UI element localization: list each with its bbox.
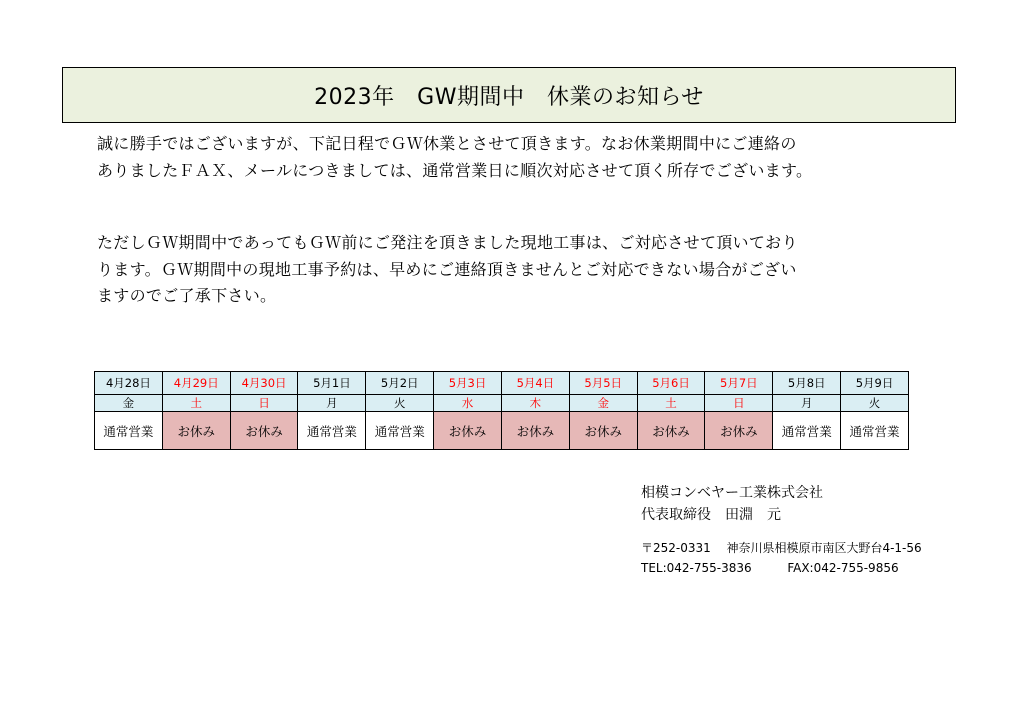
schedule-weekday-cell: 月 (773, 395, 841, 412)
schedule-date-cell: 4月29日 (162, 372, 230, 395)
schedule-weekday-cell: 火 (366, 395, 434, 412)
company-address-line (641, 538, 922, 558)
schedule-weekday-cell: 日 (705, 395, 773, 412)
schedule-date-cell: 5月8日 (773, 372, 841, 395)
schedule-date-cell: 5月6日 (637, 372, 705, 395)
schedule-status-row (95, 412, 909, 450)
schedule-date-cell: 4月30日 (230, 372, 298, 395)
schedule-status-cell: お休み (637, 412, 705, 450)
schedule-status-cell: 通常営業 (841, 412, 909, 450)
schedule-weekday-cell: 金 (569, 395, 637, 412)
schedule-date-cell: 5月2日 (366, 372, 434, 395)
schedule-date-cell: 4月28日 (95, 372, 163, 395)
company-representative: 代表取締役 田淵 元 (641, 507, 781, 523)
paragraph-line: ありましたＦＡＸ、メールにつきましては、通常営業日に順次対応させて頂く所存でございます。 (97, 160, 813, 180)
schedule-status-cell: お休み (705, 412, 773, 450)
holiday-schedule-table (94, 371, 909, 450)
company-phone-line (641, 558, 922, 578)
schedule-status-cell: お休み (569, 412, 637, 450)
schedule-date-cell: 5月4日 (501, 372, 569, 395)
paragraph-onsite-work (97, 230, 927, 310)
schedule-weekday-cell: 木 (501, 395, 569, 412)
fax-number: FAX:042-755-9856 (787, 561, 899, 575)
paragraph-line: ただしＧＷ期間中であってもＧＷ前にご発注を頂きました現地工事は、ご対応させて頂いており (97, 233, 798, 252)
schedule-date-cell: 5月5日 (569, 372, 637, 395)
schedule-status-cell: 通常営業 (773, 412, 841, 450)
schedule-date-cell: 5月7日 (705, 372, 773, 395)
schedule-weekday-cell: 日 (230, 395, 298, 412)
schedule-date-cell: 5月3日 (434, 372, 502, 395)
schedule-status-cell: お休み (230, 412, 298, 450)
schedule-status-cell: お休み (434, 412, 502, 450)
schedule-status-cell: お休み (501, 412, 569, 450)
schedule-date-cell: 5月1日 (298, 372, 366, 395)
schedule-weekday-cell: 水 (434, 395, 502, 412)
schedule-weekday-row (95, 395, 909, 412)
schedule-date-cell: 5月9日 (841, 372, 909, 395)
schedule-weekday-cell: 金 (95, 395, 163, 412)
company-contact (641, 538, 922, 578)
paragraph-closure-notice (97, 131, 927, 184)
company-name: 相模コンベヤー工業株式会社 (641, 485, 823, 501)
company-signature (641, 482, 823, 526)
schedule-status-cell: お休み (162, 412, 230, 450)
schedule-weekday-cell: 火 (841, 395, 909, 412)
paragraph-line: ますのでご了承下さい。 (97, 286, 277, 305)
schedule-weekday-cell: 月 (298, 395, 366, 412)
telephone-number: TEL:042-755-3836 (641, 561, 752, 575)
notice-title: 2023年 GW期間中 休業のお知らせ (314, 84, 704, 110)
schedule-status-cell: 通常営業 (298, 412, 366, 450)
schedule-date-row (95, 372, 909, 395)
notice-title-box (62, 67, 956, 123)
schedule-weekday-cell: 土 (637, 395, 705, 412)
postal-code: 〒252-0331 (641, 541, 711, 555)
schedule-status-cell: 通常営業 (366, 412, 434, 450)
street-address: 神奈川県相模原市南区大野台4-1-56 (726, 541, 922, 555)
schedule-status-cell: 通常営業 (95, 412, 163, 450)
paragraph-line: ります。ＧＷ期間中の現地工事予約は、早めにご連絡頂きませんとご対応できない場合がござい (97, 259, 797, 279)
schedule-weekday-cell: 土 (162, 395, 230, 412)
paragraph-line: 誠に勝手ではございますが、下記日程でＧＷ休業とさせて頂きます。なお休業期間中にご連絡の (97, 134, 797, 153)
